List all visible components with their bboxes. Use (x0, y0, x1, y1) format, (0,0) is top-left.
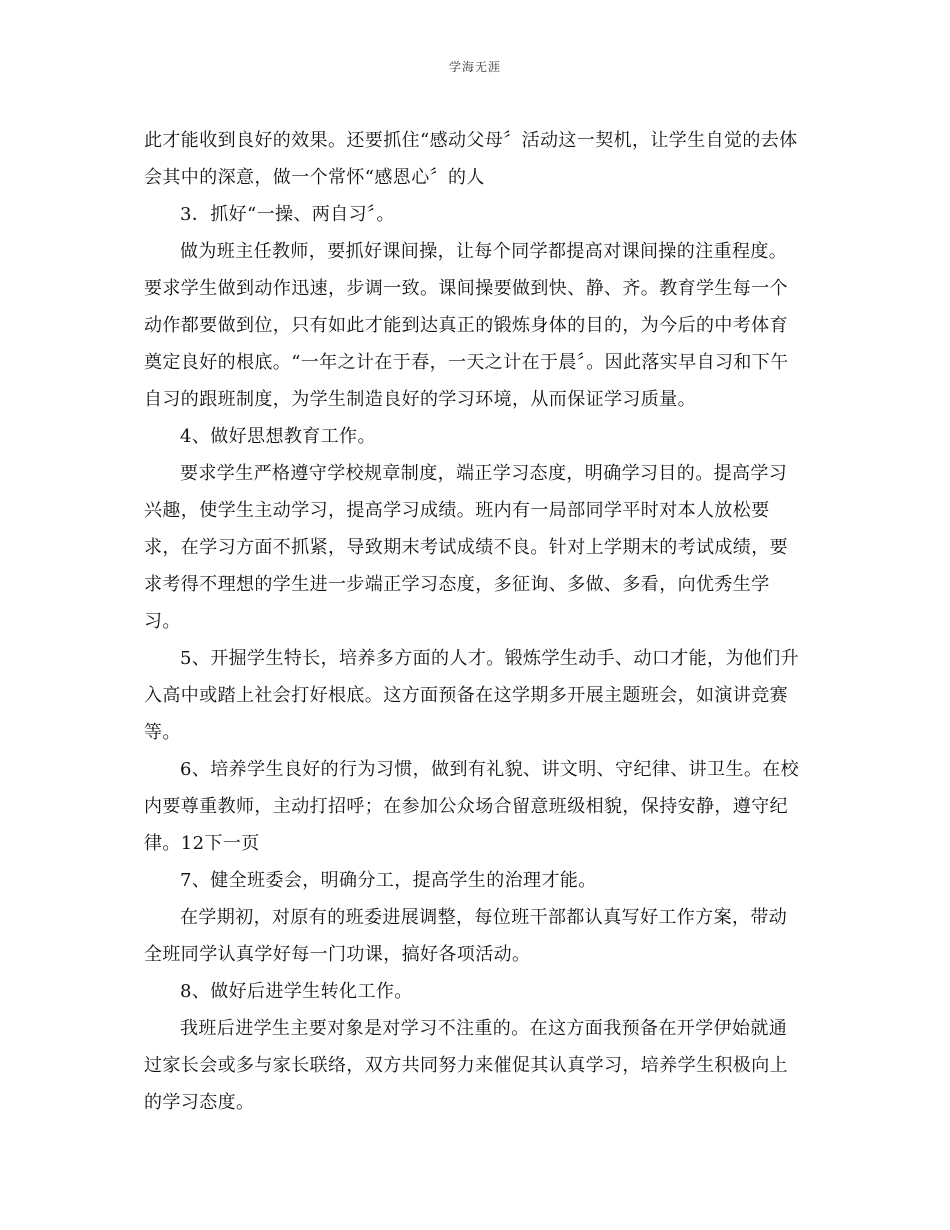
text-line: 在学期初，对原有的班委进展调整，每位班干部都认真写好工作方案，带动 (180, 907, 788, 928)
text-line: 全班同学认真学好每一门功课，搞好各项活动。 (144, 944, 531, 965)
text-line: 要求学生做到动作迅速，步调一致。课间操要做到快、静、齐。教育学生每一个 (144, 278, 788, 299)
text-line: 此才能收到良好的效果。还要抓住“感动父母〞活动这一契机，让学生自觉的去体 (144, 130, 798, 151)
text-line: 求考得不理想的学生进一步端正学习态度，多征询、多做、多看，向优秀生学 (144, 574, 770, 595)
text-line: 做为班主任教师，要抓好课间操，让每个同学都提高对课间操的注重程度。 (180, 241, 788, 262)
text-line: 7、健全班委会，明确分工，提高学生的治理才能。 (180, 870, 597, 891)
text-line: 5、开掘学生特长，培养多方面的人才。锻炼学生动手、动口才能，为他们升 (180, 648, 800, 669)
text-line: 要求学生严格遵守学校规章制度，端正学习态度，明确学习目的。提高学习 (180, 463, 788, 484)
text-line: 奠定良好的根底。“一年之计在于春，一天之计在于晨〞。因此落实早自习和下午 (144, 352, 789, 373)
text-line: 内要尊重教师，主动打招呼；在参加公众场合留意班级相貌，保持安静，遵守纪 (144, 796, 788, 817)
text-line: 等。 (144, 722, 181, 743)
text-line: 6、培养学生良好的行为习惯，做到有礼貌、讲文明、守纪律、讲卫生。在校 (180, 759, 800, 780)
text-line: 动作都要做到位，只有如此才能到达真正的锻炼身体的目的，为今后的中考体育 (144, 315, 788, 336)
text-line: 习。 (144, 611, 181, 632)
text-line: 入高中或踏上社会打好根底。这方面预备在这学期多开展主题班会，如演讲竞赛 (144, 685, 788, 706)
text-line: 8、做好后进学生转化工作。 (180, 981, 413, 1002)
page-header: 学海无涯 (448, 60, 501, 74)
text-line: 3．抓好“一操、两自习〞。 (180, 204, 395, 225)
text-line: 过家长会或多与家长联络，双方共同努力来催促其认真学习，培养学生积极向上 (144, 1055, 788, 1076)
text-line: 我班后进学生主要对象是对学习不注重的。在这方面我预备在开学伊始就通 (180, 1018, 788, 1039)
text-line: 4、做好思想教育工作。 (180, 426, 376, 447)
text-line: 的学习态度。 (144, 1092, 255, 1113)
document-body (144, 122, 809, 1121)
text-line: 求，在学习方面不抓紧，导致期末考试成绩不良。针对上学期末的考试成绩，要 (144, 537, 788, 558)
text-line: 自习的跟班制度，为学生制造良好的学习环境，从而保证学习质量。 (144, 389, 696, 410)
text-line: 会其中的深意，做一个常怀“感恩心〞的人 (144, 167, 485, 188)
text-line: 兴趣，使学生主动学习，提高学习成绩。班内有一局部同学平时对本人放松要 (144, 500, 770, 521)
text-line: 律。12下一页 (144, 833, 260, 854)
